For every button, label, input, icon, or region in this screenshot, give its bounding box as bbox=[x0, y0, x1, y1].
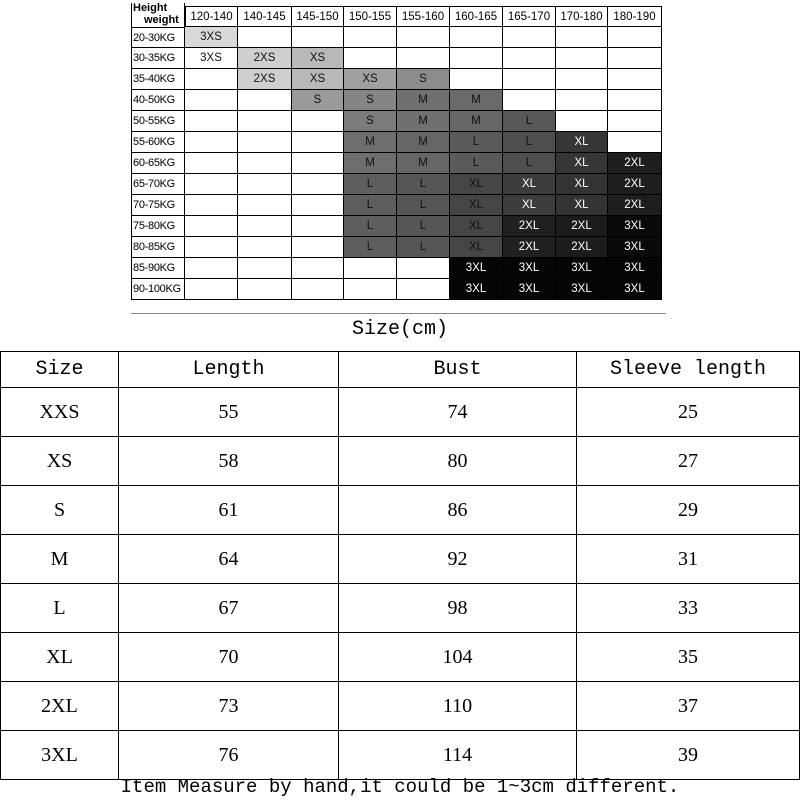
cell-sleeve-length: 25 bbox=[577, 388, 800, 437]
grid-size-cell: L bbox=[450, 132, 503, 153]
cell-size: S bbox=[1, 486, 119, 535]
cell-sleeve-length: 31 bbox=[577, 535, 800, 584]
grid-size-cell: L bbox=[503, 153, 556, 174]
grid-size-cell bbox=[608, 132, 662, 153]
grid-size-cell bbox=[608, 27, 662, 48]
measurement-row bbox=[1, 535, 800, 584]
cell-sleeve-length: 35 bbox=[577, 633, 800, 682]
grid-weight-label: 65-70KG bbox=[131, 174, 185, 195]
grid-size-cell bbox=[292, 132, 344, 153]
grid-size-cell bbox=[397, 258, 450, 279]
grid-size-cell: L bbox=[397, 216, 450, 237]
grid-size-cell bbox=[556, 69, 608, 90]
grid-height-header: 150-155 bbox=[344, 6, 397, 27]
grid-size-cell: 2XS bbox=[238, 69, 292, 90]
cell-length: 76 bbox=[119, 731, 339, 780]
grid-size-cell bbox=[185, 216, 238, 237]
grid-size-cell bbox=[185, 111, 238, 132]
grid-size-cell: L bbox=[344, 174, 397, 195]
measurement-table bbox=[0, 351, 800, 780]
grid-size-cell: L bbox=[344, 237, 397, 258]
header-bust: Bust bbox=[339, 352, 577, 388]
cell-size: L bbox=[1, 584, 119, 633]
cell-bust: 74 bbox=[339, 388, 577, 437]
grid-size-cell bbox=[503, 27, 556, 48]
grid-size-cell: 3XL bbox=[450, 279, 503, 300]
grid-size-cell bbox=[238, 132, 292, 153]
grid-height-header: 120-140 bbox=[185, 6, 238, 27]
grid-size-cell bbox=[608, 48, 662, 69]
grid-size-cell bbox=[185, 174, 238, 195]
grid-height-header: 155-160 bbox=[397, 6, 450, 27]
grid-size-cell bbox=[238, 111, 292, 132]
header-length: Length bbox=[119, 352, 339, 388]
grid-weight-label: 35-40KG bbox=[131, 69, 185, 90]
grid-size-cell bbox=[185, 258, 238, 279]
grid-size-cell bbox=[450, 48, 503, 69]
grid-size-cell bbox=[397, 279, 450, 300]
header-size: Size bbox=[1, 352, 119, 388]
grid-size-cell: M bbox=[344, 153, 397, 174]
cell-sleeve-length: 37 bbox=[577, 682, 800, 731]
cell-length: 67 bbox=[119, 584, 339, 633]
grid-size-cell: M bbox=[397, 111, 450, 132]
cell-length: 73 bbox=[119, 682, 339, 731]
cell-size: 2XL bbox=[1, 682, 119, 731]
grid-size-cell bbox=[238, 279, 292, 300]
grid-size-cell: L bbox=[344, 216, 397, 237]
grid-weight-label: 90-100KG bbox=[131, 279, 185, 300]
grid-size-cell: XS bbox=[292, 48, 344, 69]
grid-size-cell: 3XL bbox=[608, 216, 662, 237]
cell-bust: 98 bbox=[339, 584, 577, 633]
grid-size-cell: XS bbox=[344, 69, 397, 90]
grid-size-cell: L bbox=[503, 132, 556, 153]
grid-size-cell: L bbox=[397, 237, 450, 258]
grid-size-cell: 2XS bbox=[238, 48, 292, 69]
grid-size-cell bbox=[503, 90, 556, 111]
grid-size-cell bbox=[450, 69, 503, 90]
grid-height-header: 165-170 bbox=[503, 6, 556, 27]
grid-size-cell: 3XL bbox=[608, 279, 662, 300]
grid-size-cell: 2XL bbox=[503, 237, 556, 258]
grid-size-cell bbox=[292, 279, 344, 300]
grid-weight-label: 80-85KG bbox=[131, 237, 185, 258]
grid-size-cell bbox=[292, 258, 344, 279]
grid-size-cell bbox=[238, 258, 292, 279]
grid-size-cell: M bbox=[450, 111, 503, 132]
grid-size-cell: 2XL bbox=[608, 174, 662, 195]
measurement-note: Item Measure by hand,it could be 1~3cm different. bbox=[120, 776, 680, 798]
grid-size-cell: L bbox=[450, 153, 503, 174]
grid-height-header: 180-190 bbox=[608, 6, 662, 27]
grid-size-cell: S bbox=[397, 69, 450, 90]
grid-height-header: 170-180 bbox=[556, 6, 608, 27]
grid-corner-header bbox=[131, 3, 185, 27]
grid-size-cell bbox=[450, 27, 503, 48]
grid-size-cell bbox=[292, 111, 344, 132]
grid-size-cell: 2XL bbox=[608, 153, 662, 174]
cell-size: XS bbox=[1, 437, 119, 486]
grid-size-cell: L bbox=[397, 174, 450, 195]
grid-size-cell: M bbox=[344, 132, 397, 153]
grid-weight-label: 30-35KG bbox=[131, 48, 185, 69]
cell-length: 55 bbox=[119, 388, 339, 437]
corner-height-label: Height bbox=[133, 2, 168, 14]
measurement-row bbox=[1, 731, 800, 780]
grid-size-cell: XL bbox=[450, 195, 503, 216]
grid-size-cell bbox=[185, 279, 238, 300]
grid-size-cell bbox=[344, 279, 397, 300]
grid-size-cell bbox=[556, 111, 608, 132]
grid-size-cell bbox=[503, 48, 556, 69]
grid-size-cell bbox=[238, 174, 292, 195]
grid-size-cell bbox=[185, 237, 238, 258]
grid-size-cell: 3XS bbox=[185, 48, 238, 69]
grid-size-cell: 3XL bbox=[503, 258, 556, 279]
grid-size-cell: XL bbox=[556, 153, 608, 174]
grid-height-header: 145-150 bbox=[292, 6, 344, 27]
cell-sleeve-length: 29 bbox=[577, 486, 800, 535]
grid-size-cell: L bbox=[503, 111, 556, 132]
grid-size-cell bbox=[556, 48, 608, 69]
grid-size-cell bbox=[397, 27, 450, 48]
grid-size-cell bbox=[238, 237, 292, 258]
cell-size: M bbox=[1, 535, 119, 584]
measurement-row bbox=[1, 388, 800, 437]
grid-size-cell: XS bbox=[292, 69, 344, 90]
measurement-row bbox=[1, 633, 800, 682]
measurement-row bbox=[1, 682, 800, 731]
grid-size-cell: 3XL bbox=[503, 279, 556, 300]
table-caption: Size(cm) bbox=[351, 318, 448, 341]
measurement-header-row bbox=[1, 352, 800, 388]
grid-size-cell: 3XL bbox=[556, 279, 608, 300]
grid-size-cell: 2XL bbox=[503, 216, 556, 237]
cell-sleeve-length: 27 bbox=[577, 437, 800, 486]
grid-size-cell bbox=[238, 216, 292, 237]
grid-size-cell: XL bbox=[450, 237, 503, 258]
measurement-body bbox=[1, 388, 800, 780]
grid-size-cell bbox=[292, 27, 344, 48]
grid-size-cell bbox=[292, 237, 344, 258]
grid-size-cell: M bbox=[450, 90, 503, 111]
grid-size-cell bbox=[185, 153, 238, 174]
grid-weight-label: 20-30KG bbox=[131, 27, 185, 48]
grid-size-cell: XL bbox=[556, 132, 608, 153]
grid-size-cell: S bbox=[292, 90, 344, 111]
grid-weight-label: 75-80KG bbox=[131, 216, 185, 237]
grid-size-cell bbox=[503, 69, 556, 90]
grid-size-cell: M bbox=[397, 90, 450, 111]
grid-size-cell: XL bbox=[556, 174, 608, 195]
grid-size-cell bbox=[344, 258, 397, 279]
grid-size-cell bbox=[344, 48, 397, 69]
grid-size-cell: XL bbox=[450, 216, 503, 237]
grid-size-cell bbox=[556, 90, 608, 111]
grid-size-cell bbox=[556, 27, 608, 48]
grid-size-cell: XL bbox=[503, 174, 556, 195]
grid-size-cell: XL bbox=[450, 174, 503, 195]
grid-size-cell: 3XL bbox=[450, 258, 503, 279]
grid-size-cell bbox=[292, 174, 344, 195]
cell-length: 58 bbox=[119, 437, 339, 486]
grid-size-cell: 2XL bbox=[556, 216, 608, 237]
grid-weight-label: 60-65KG bbox=[131, 153, 185, 174]
grid-height-header: 140-145 bbox=[238, 6, 292, 27]
cell-size: XXS bbox=[1, 388, 119, 437]
grid-size-cell: 2XL bbox=[608, 195, 662, 216]
cell-bust: 114 bbox=[339, 731, 577, 780]
grid-size-cell: L bbox=[397, 195, 450, 216]
cell-size: 3XL bbox=[1, 731, 119, 780]
grid-size-cell bbox=[238, 195, 292, 216]
header-sleeve-length: Sleeve length bbox=[577, 352, 800, 388]
grid-size-cell bbox=[185, 90, 238, 111]
grid-size-cell bbox=[185, 69, 238, 90]
measurement-row bbox=[1, 437, 800, 486]
grid-size-cell bbox=[344, 27, 397, 48]
grid-size-cell: 2XL bbox=[556, 237, 608, 258]
grid-bottom-rule bbox=[131, 313, 666, 314]
grid-size-cell: 3XL bbox=[608, 237, 662, 258]
grid-weight-label: 50-55KG bbox=[131, 111, 185, 132]
grid-size-cell bbox=[238, 153, 292, 174]
grid-height-header: 160-165 bbox=[450, 6, 503, 27]
grid-size-cell: S bbox=[344, 90, 397, 111]
grid-size-cell bbox=[292, 216, 344, 237]
grid-size-cell bbox=[608, 111, 662, 132]
cell-length: 61 bbox=[119, 486, 339, 535]
cell-sleeve-length: 33 bbox=[577, 584, 800, 633]
grid-size-cell: M bbox=[397, 153, 450, 174]
grid-weight-label: 55-60KG bbox=[131, 132, 185, 153]
grid-size-cell bbox=[608, 69, 662, 90]
measurement-row bbox=[1, 584, 800, 633]
grid-size-cell bbox=[238, 27, 292, 48]
grid-size-cell bbox=[292, 153, 344, 174]
grid-size-cell bbox=[608, 90, 662, 111]
grid-weight-label: 70-75KG bbox=[131, 195, 185, 216]
grid-size-cell: XL bbox=[556, 195, 608, 216]
cell-sleeve-length: 39 bbox=[577, 731, 800, 780]
corner-weight-label: weight bbox=[144, 14, 179, 26]
grid-size-cell: M bbox=[397, 132, 450, 153]
grid-weight-label: 85-90KG bbox=[131, 258, 185, 279]
cell-length: 70 bbox=[119, 633, 339, 682]
grid-size-cell: 3XL bbox=[556, 258, 608, 279]
cell-bust: 80 bbox=[339, 437, 577, 486]
grid-size-cell bbox=[292, 195, 344, 216]
grid-size-cell bbox=[185, 195, 238, 216]
measurement-row bbox=[1, 486, 800, 535]
cell-bust: 86 bbox=[339, 486, 577, 535]
cell-size: XL bbox=[1, 633, 119, 682]
cell-bust: 110 bbox=[339, 682, 577, 731]
grid-size-cell: XL bbox=[503, 195, 556, 216]
grid-size-cell bbox=[238, 90, 292, 111]
cell-length: 64 bbox=[119, 535, 339, 584]
grid-size-cell: 3XL bbox=[608, 258, 662, 279]
grid-size-cell: L bbox=[344, 195, 397, 216]
grid-weight-label: 40-50KG bbox=[131, 90, 185, 111]
grid-size-cell: S bbox=[344, 111, 397, 132]
grid-size-cell bbox=[397, 48, 450, 69]
cell-bust: 92 bbox=[339, 535, 577, 584]
grid-size-cell bbox=[185, 132, 238, 153]
grid-size-cell: 3XS bbox=[185, 27, 238, 48]
cell-bust: 104 bbox=[339, 633, 577, 682]
